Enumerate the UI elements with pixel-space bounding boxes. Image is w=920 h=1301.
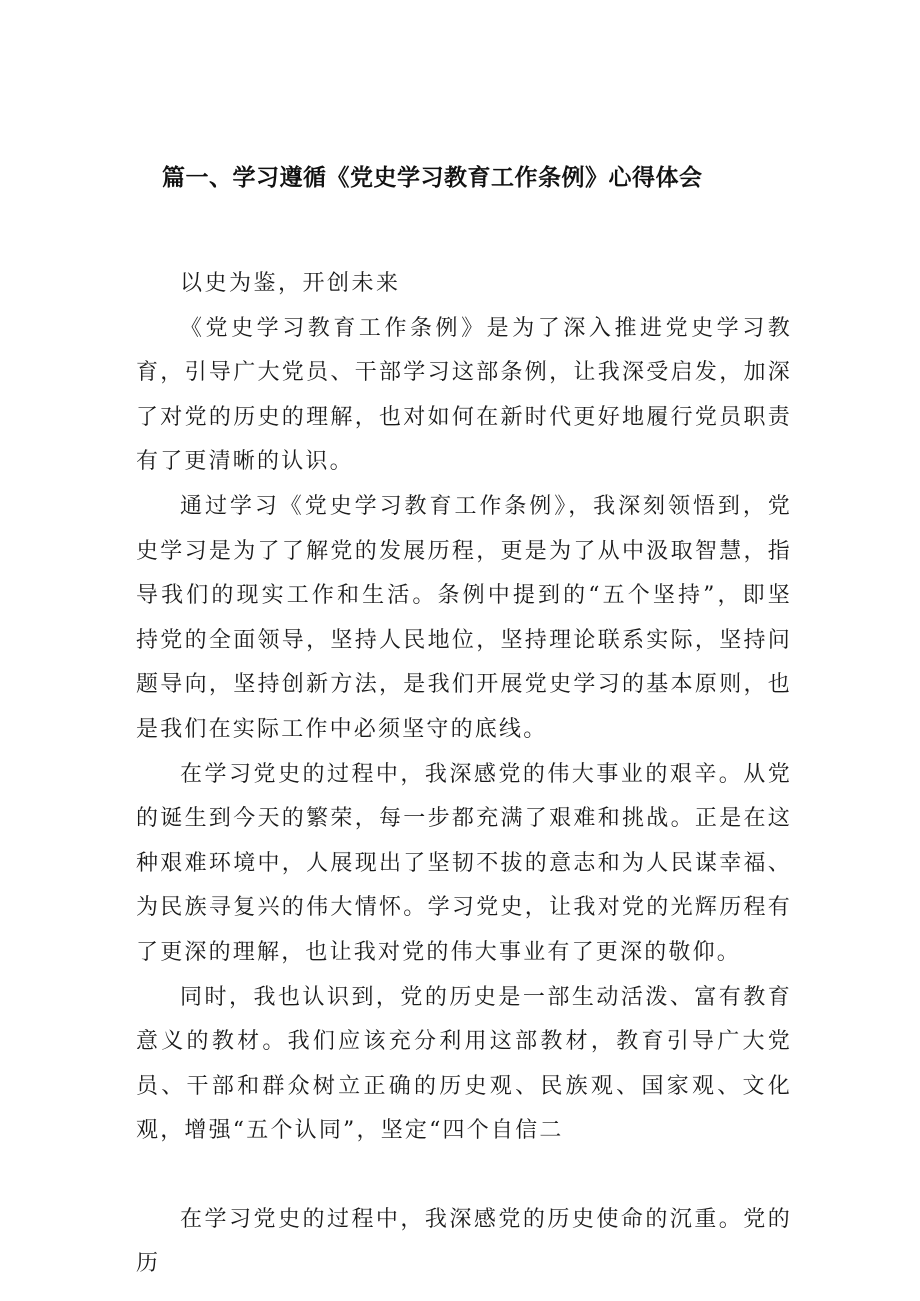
paragraph: 《党史学习教育工作条例》是为了深入推进党史学习教育，引导广大党员、干部学习这部条例，让我深受启发，加深了对党的历史的理解，也对如何在新时代更好地履行党员职责有了更清晰的认识。 [136,315,792,475]
paragraph: 同时，我也认识到，党的历史是一部生动活泼、富有教育意义的教材。我们应该充分利用这部教材，教育引导广大党员、干部和群众树立正确的历史观、民族观、国家观、文化观，增强“五个认同”，坚定“四个自信二 [136,984,792,1144]
document-body [136,262,792,1287]
paragraph: 在学习党史的过程中，我深感党的伟大事业的艰辛。从党的诞生到今天的繁荣，每一步都充满了艰难和挑战。正是在这种艰难环境中，人展现出了坚韧不拔的意志和为人民谋幸福、为民族寻复兴的伟大情怀。学习党史，让我对党的光辉历程有了更深的理解，也让我对党的伟大事业有了更深的敬仰。 [136,761,792,965]
document-title: 篇一、学习遵循《党史学习教育工作条例》心得体会 [162,165,703,191]
section-subtitle: 以史为鉴，开创未来 [180,271,401,296]
paragraph: 通过学习《党史学习教育工作条例》，我深刻领悟到，党史学习是为了了解党的发展历程，更是为了从中汲取智慧，指导我们的现实工作和生活。条例中提到的“五个坚持”，即坚持党的全面领导，坚持人民地位，坚持理论联系实际，坚持问题导向，坚持创新方法，是我们开展党史学习的基本原则，也是我们在实际工作中必须坚守的底线。 [136,493,792,742]
paragraph: 在学习党史的过程中，我深感党的历史使命的沉重。党的历 [136,1206,792,1277]
